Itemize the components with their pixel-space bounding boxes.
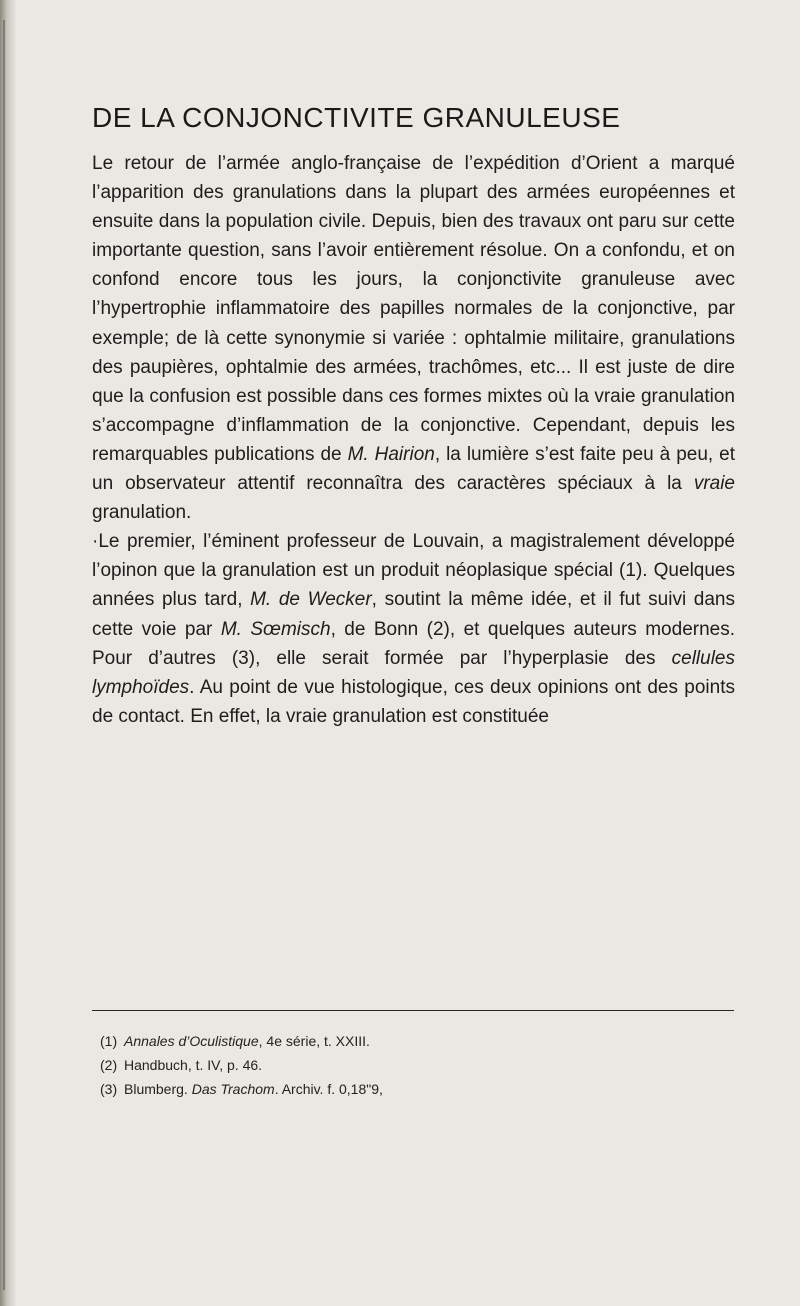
footnote-text: , 4e série, t. XXIII. [258,1033,370,1049]
emphasis-vraie: vraie [693,473,735,495]
footnote-text: . Archiv. f. 0,18"9, [274,1081,383,1097]
author-name-hairion: M. Hairion [347,443,435,465]
footnote-text: Blumberg. [124,1081,192,1097]
footnotes [100,1029,720,1101]
text-run: ·Le premier, l’éminent professeur de Louvain, a magistralement développé l’opinon que la granulation est un produit néoplasique spécial (1). Quelques années plus tard, [92,531,735,611]
text-run: , la lumière s’est faite peu à peu, et un observateur attentif reconnaîtra des caractères spéciaux à la [92,443,735,495]
footnote-1 [100,1029,720,1053]
text-run: Le retour de l’armée anglo-française de l’expédition d’Orient a marqué l’apparition des granulations dans la plupart des armées européennes et ensuite dans la population civile. Depuis, bien des travaux ont paru sur cette importante question, sans l’avoir entièrement résolue. On a confondu, et on confond encore tous les jours, la conjonctivite granuleuse avec l’hypertrophie inflammatoire des papilles normales de la conjonctive, par exemple; de là cette synonymie si variée : ophtalmie militaire, granulations des paupières, ophtalmie des armées, trachômes, etc... Il est juste de dire que la confusion est possible dans ces formes mixtes où la vraie granulation s’accompagne d’inflammation de la conjonctive. Cependant, depuis les remarquables publications de [92,153,735,465]
footnote-number: (2) [100,1057,118,1073]
text-run: granulation. [92,502,192,524]
body-text [92,149,735,731]
footnote-3 [100,1077,720,1101]
binding-edge [3,20,5,1290]
text-run: . Au point de vue histologique, ces deux opinions ont des points de contact. En effet, la vraie granulation est constituée [92,676,735,727]
page-gutter-shadow [0,0,16,1306]
paragraph-2 [92,527,735,731]
footnote-2 [100,1053,720,1077]
footnote-text: Handbuch, t. IV, p. 46. [124,1057,263,1073]
footnote-text: Das Trachom [191,1081,275,1097]
text-run: , de Bonn (2), et quelques auteurs modernes. Pour d’autres (3), elle serait formée par l’hyperplasie des [92,618,735,669]
text-run: , soutint la même idée, et il fut suivi dans cette voie par [92,589,736,640]
page-title: DE LA CONJONCTIVITE GRANULEUSE [92,102,621,133]
footnote-number: (3) [100,1081,118,1097]
author-name-wecker: M. de Wecker [250,589,372,611]
paragraph-1 [92,149,735,527]
footnote-number: (1) [100,1033,118,1049]
author-name-soemisch: M. Sœmisch [220,618,331,640]
footnote-text: Annales d’Oculistique [124,1033,259,1049]
emphasis-cellules: cellules lymphoïdes [92,647,735,698]
footnote-divider [92,1010,734,1011]
